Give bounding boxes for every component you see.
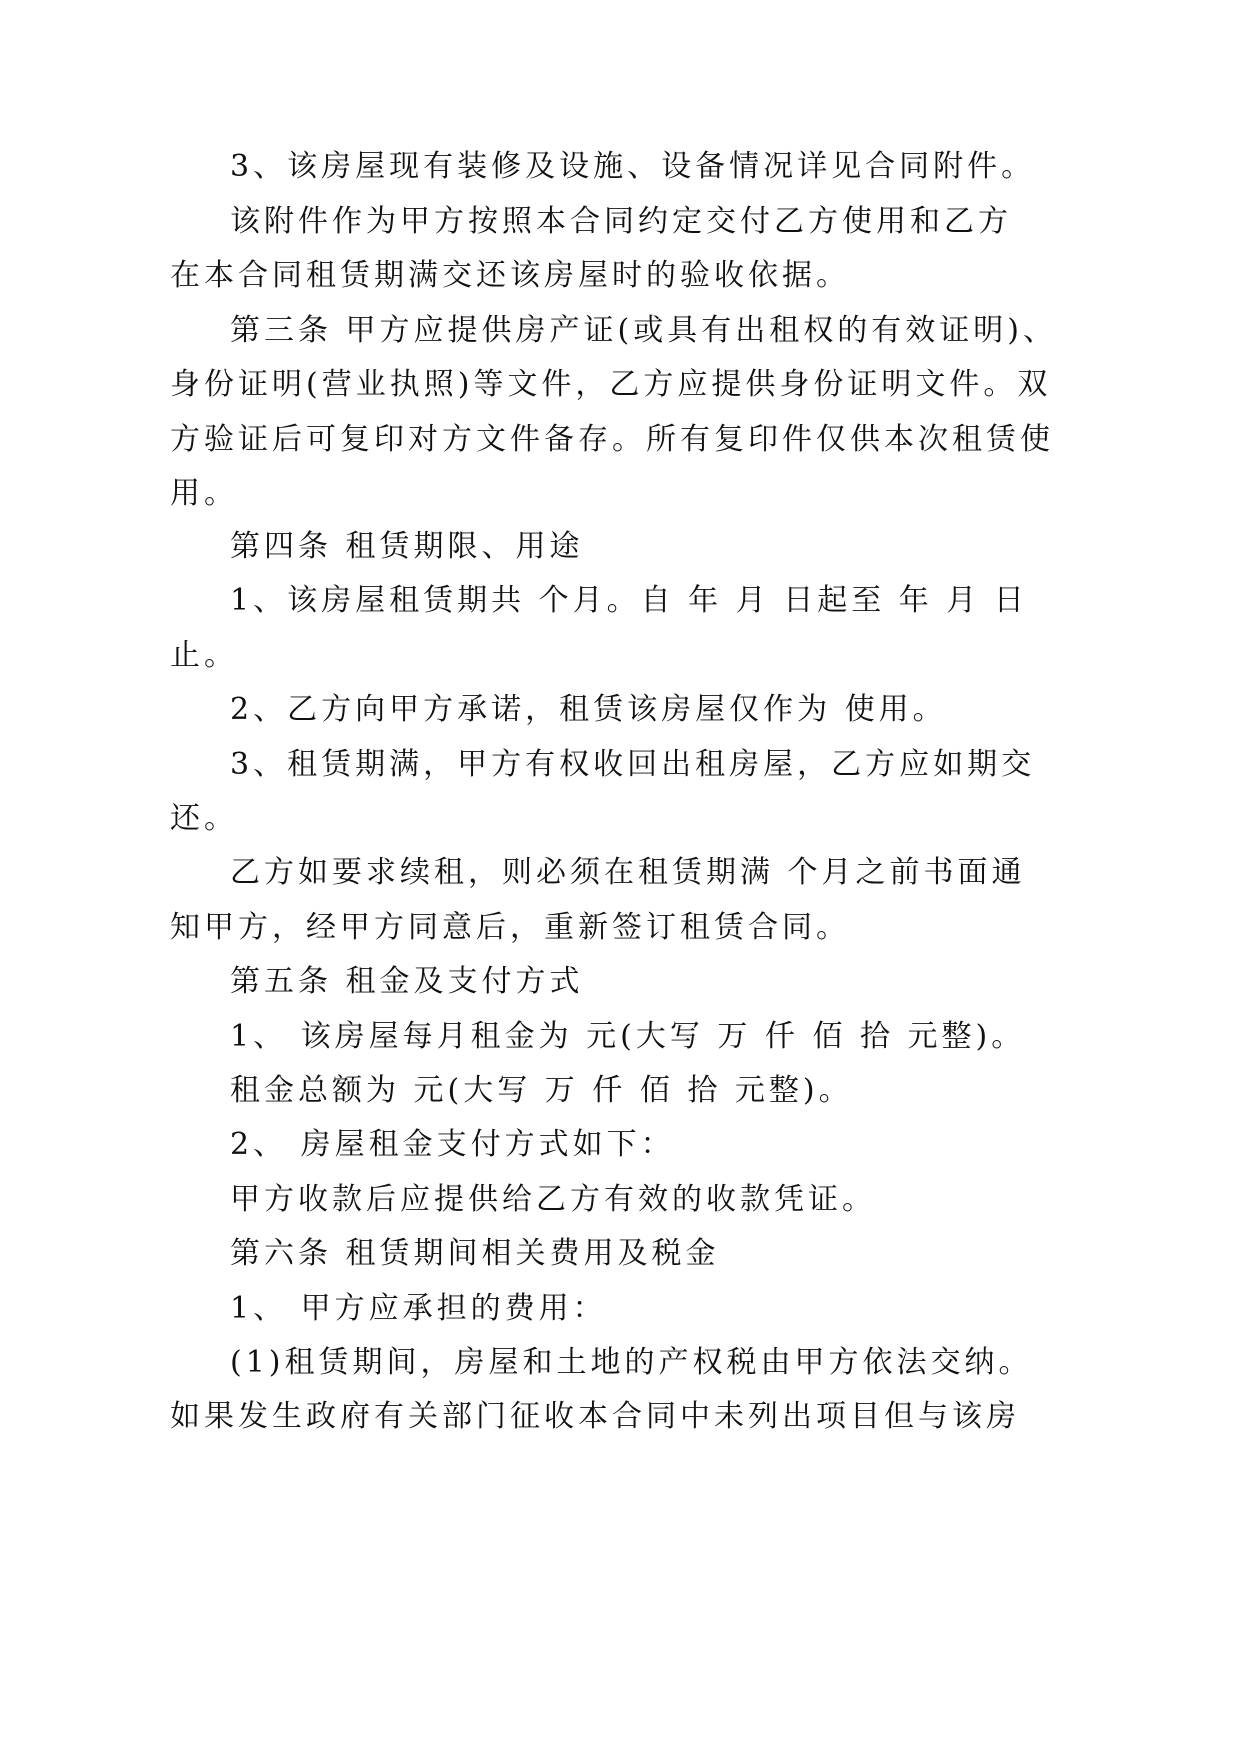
text-line-16: 第五条 租金及支付方式	[230, 964, 584, 999]
text-line-21: 第六条 租赁期间相关费用及税金	[230, 1236, 720, 1271]
text-line-3: 在本合同租赁期满交还该房屋时的验收依据。	[170, 258, 850, 293]
text-line-17: 1、 该房屋每月租金为 元(大写 万 仟 佰 拾 元整)。	[230, 1019, 1026, 1054]
text-line-14: 乙方如要求续租，则必须在租赁期满 个月之前书面通	[230, 855, 1026, 890]
text-line-12: 3、租赁期满，甲方有权收回出租房屋，乙方应如期交	[230, 747, 1036, 782]
text-line-13: 还。	[170, 801, 238, 836]
text-line-9: 1、该房屋租赁期共 个月。自 年 月 日起至 年 月 日	[230, 583, 1028, 618]
text-line-2: 该附件作为甲方按照本合同约定交付乙方使用和乙方	[230, 204, 1012, 239]
text-line-24: 如果发生政府有关部门征收本合同中未列出项目但与该房	[170, 1399, 1020, 1434]
text-line-23: (1)租赁期间，房屋和土地的产权税由甲方依法交纳。	[230, 1345, 1033, 1380]
text-line-6: 方验证后可复印对方文件备存。所有复印件仅供本次租赁使	[170, 422, 1054, 457]
text-line-8: 第四条 租赁期限、用途	[230, 529, 584, 564]
text-line-20: 甲方收款后应提供给乙方有效的收款凭证。	[230, 1182, 876, 1217]
text-line-22: 1、 甲方应承担的费用：	[230, 1291, 607, 1326]
text-line-18: 租金总额为 元(大写 万 仟 佰 拾 元整)。	[230, 1073, 853, 1108]
text-line-19: 2、 房屋租金支付方式如下：	[230, 1127, 675, 1162]
text-line-4: 第三条 甲方应提供房产证(或具有出租权的有效证明)、	[230, 313, 1057, 348]
text-line-7: 用。	[170, 476, 238, 511]
text-line-10: 止。	[170, 638, 238, 673]
text-line-1: 3、该房屋现有装修及设施、设备情况详见合同附件。	[230, 149, 1036, 184]
text-line-5: 身份证明(营业执照)等文件，乙方应提供身份证明文件。双	[170, 367, 1052, 402]
text-line-11: 2、乙方向甲方承诺，租赁该房屋仅作为 使用。	[230, 692, 947, 727]
text-line-15: 知甲方，经甲方同意后，重新签订租赁合同。	[170, 910, 850, 945]
